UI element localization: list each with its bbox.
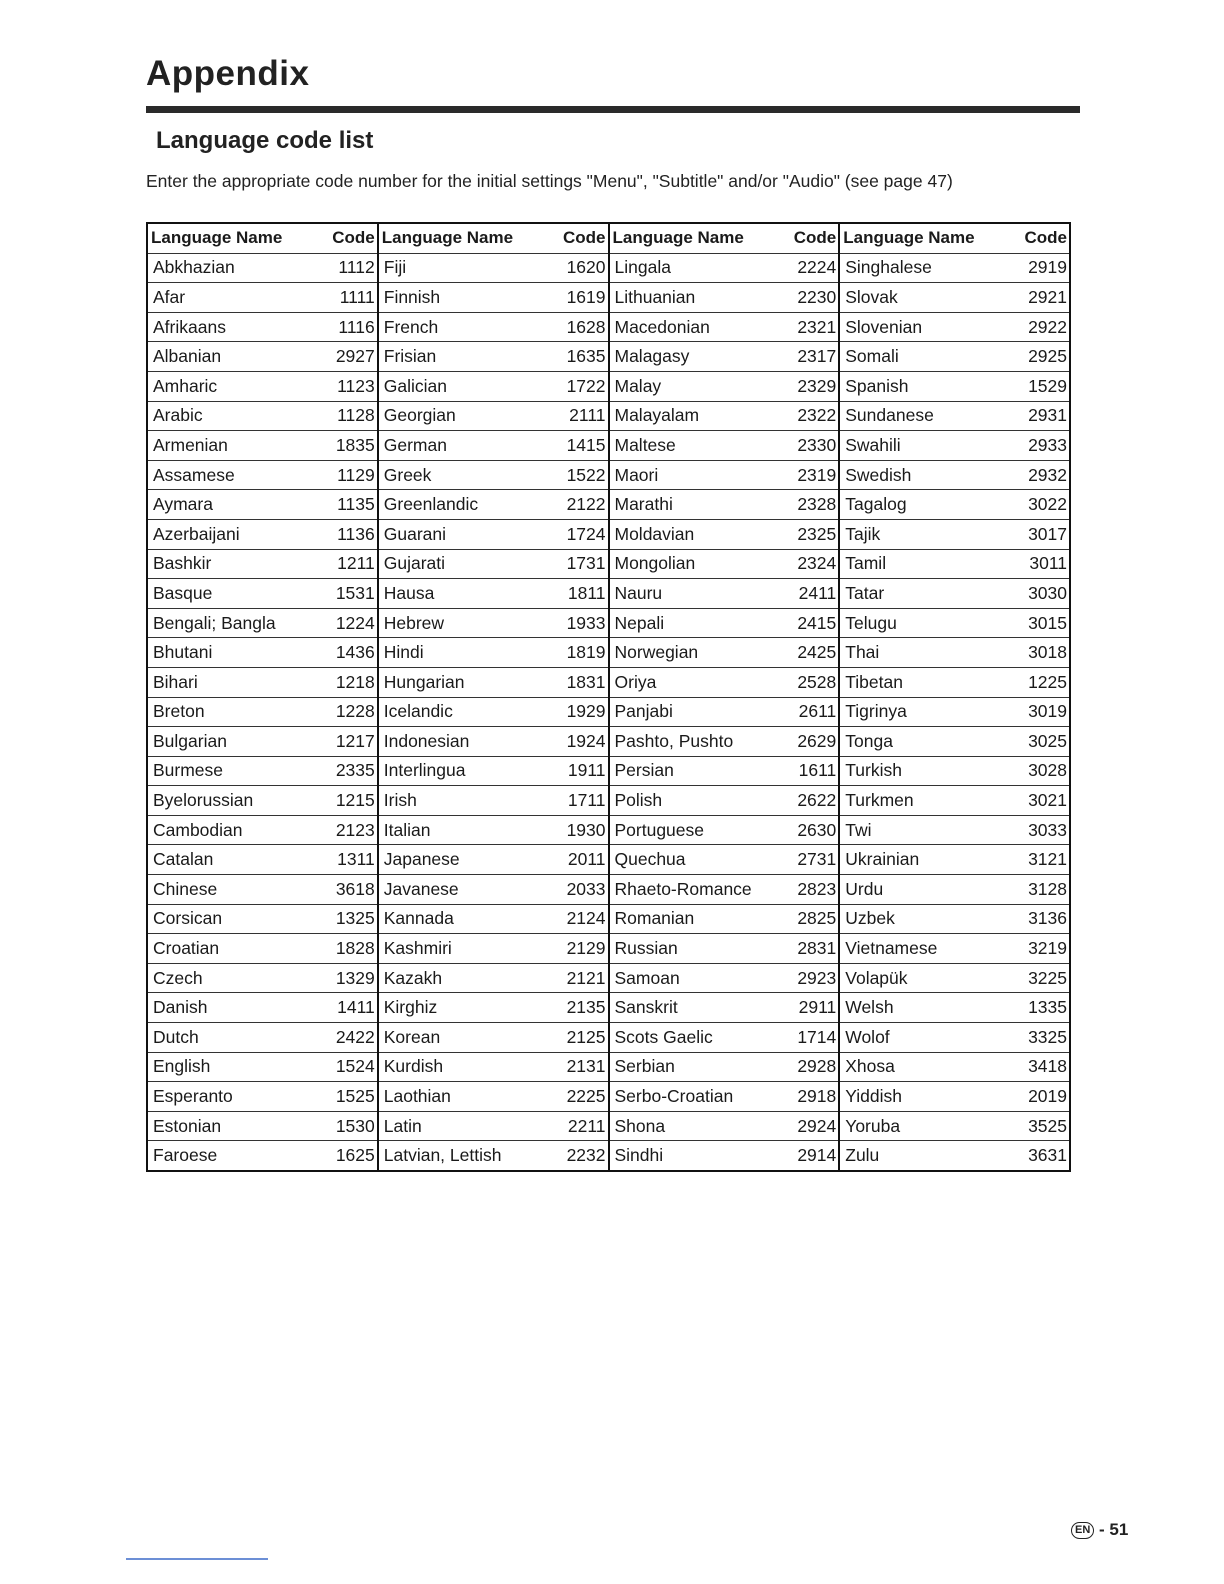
- language-name-cell: Hindi: [378, 638, 551, 668]
- page-number-text: - 51: [1099, 1520, 1129, 1539]
- language-name-cell: Turkmen: [839, 786, 1012, 816]
- language-code-cell: 3019: [1012, 697, 1070, 727]
- language-name-cell: Greek: [378, 460, 551, 490]
- language-code-cell: 1335: [1012, 993, 1070, 1023]
- header-language-name: Language Name: [609, 223, 782, 253]
- language-name-cell: Polish: [609, 786, 782, 816]
- language-name-cell: Moldavian: [609, 519, 782, 549]
- language-code-cell: 3525: [1012, 1111, 1070, 1141]
- language-code-cell: 1819: [551, 638, 609, 668]
- language-code-cell: 1136: [320, 519, 378, 549]
- language-name-cell: Danish: [147, 993, 320, 1023]
- language-name-cell: Sundanese: [839, 401, 1012, 431]
- language-code-cell: 3128: [1012, 875, 1070, 905]
- language-name-cell: Aymara: [147, 490, 320, 520]
- language-name-cell: Indonesian: [378, 727, 551, 757]
- section-heading: Language code list: [156, 127, 374, 154]
- language-code-cell: 1835: [320, 431, 378, 461]
- language-code-cell: 1828: [320, 934, 378, 964]
- language-code-cell: 1714: [782, 1023, 840, 1053]
- language-name-cell: Italian: [378, 815, 551, 845]
- language-name-cell: Fiji: [378, 253, 551, 283]
- language-name-cell: Nepali: [609, 608, 782, 638]
- language-name-cell: Armenian: [147, 431, 320, 461]
- language-code-cell: 1930: [551, 815, 609, 845]
- table-row: [147, 875, 1070, 905]
- language-name-cell: Afar: [147, 283, 320, 313]
- table-row: [147, 1141, 1070, 1171]
- language-code-cell: 2919: [1012, 253, 1070, 283]
- table-row: [147, 342, 1070, 372]
- language-code-cell: 2622: [782, 786, 840, 816]
- language-name-cell: Galician: [378, 371, 551, 401]
- language-name-cell: Greenlandic: [378, 490, 551, 520]
- language-code-cell: 1329: [320, 963, 378, 993]
- language-code-cell: 2011: [551, 845, 609, 875]
- language-code-cell: 2914: [782, 1141, 840, 1171]
- language-code-cell: 2125: [551, 1023, 609, 1053]
- language-code-cell: 1933: [551, 608, 609, 638]
- language-code-cell: 1530: [320, 1111, 378, 1141]
- language-code-cell: 2335: [320, 756, 378, 786]
- language-code-cell: 2131: [551, 1052, 609, 1082]
- language-name-cell: Ukrainian: [839, 845, 1012, 875]
- language-name-cell: Basque: [147, 579, 320, 609]
- table-row: [147, 460, 1070, 490]
- language-code-cell: 1116: [320, 312, 378, 342]
- language-code-cell: 2932: [1012, 460, 1070, 490]
- table-row: [147, 638, 1070, 668]
- language-name-cell: English: [147, 1052, 320, 1082]
- language-name-cell: Bhutani: [147, 638, 320, 668]
- language-code-cell: 2924: [782, 1111, 840, 1141]
- table-header-row: [147, 223, 1070, 253]
- page-title: Appendix: [146, 54, 310, 93]
- language-name-cell: Swedish: [839, 460, 1012, 490]
- language-code-cell: 2425: [782, 638, 840, 668]
- language-code-cell: 1415: [551, 431, 609, 461]
- language-code-cell: 1724: [551, 519, 609, 549]
- language-code-cell: 3418: [1012, 1052, 1070, 1082]
- language-name-cell: Malayalam: [609, 401, 782, 431]
- language-code-cell: 1620: [551, 253, 609, 283]
- table-row: [147, 667, 1070, 697]
- language-name-cell: Pashto, Pushto: [609, 727, 782, 757]
- language-name-cell: Wolof: [839, 1023, 1012, 1053]
- language-code-cell: 1217: [320, 727, 378, 757]
- language-name-cell: Tigrinya: [839, 697, 1012, 727]
- table-row: [147, 431, 1070, 461]
- language-code-cell: 1111: [320, 283, 378, 313]
- language-code-cell: 2324: [782, 549, 840, 579]
- language-code-cell: 2124: [551, 904, 609, 934]
- language-code-cell: 2111: [551, 401, 609, 431]
- language-name-cell: Bulgarian: [147, 727, 320, 757]
- title-divider: [146, 106, 1080, 113]
- language-code-cell: 2328: [782, 490, 840, 520]
- language-name-cell: Chinese: [147, 875, 320, 905]
- language-code-cell: 3225: [1012, 963, 1070, 993]
- language-code-cell: 2411: [782, 579, 840, 609]
- table-row: [147, 1082, 1070, 1112]
- bottom-divider: [126, 1558, 268, 1560]
- language-name-cell: Tonga: [839, 727, 1012, 757]
- language-name-cell: Oriya: [609, 667, 782, 697]
- language-code-cell: 2629: [782, 727, 840, 757]
- language-code-cell: 2224: [782, 253, 840, 283]
- language-code-cell: 1731: [551, 549, 609, 579]
- language-code-cell: 2925: [1012, 342, 1070, 372]
- language-name-cell: Hebrew: [378, 608, 551, 638]
- language-name-cell: Singhalese: [839, 253, 1012, 283]
- language-name-cell: Faroese: [147, 1141, 320, 1171]
- language-code-cell: 1711: [551, 786, 609, 816]
- language-code-cell: 3325: [1012, 1023, 1070, 1053]
- language-code-cell: 1135: [320, 490, 378, 520]
- language-name-cell: Uzbek: [839, 904, 1012, 934]
- language-name-cell: Malay: [609, 371, 782, 401]
- language-code-cell: 2033: [551, 875, 609, 905]
- table-row: [147, 786, 1070, 816]
- table-row: [147, 519, 1070, 549]
- language-name-cell: Twi: [839, 815, 1012, 845]
- language-code-cell: 2630: [782, 815, 840, 845]
- language-code-cell: 2225: [551, 1082, 609, 1112]
- table-row: [147, 579, 1070, 609]
- header-language-name: Language Name: [378, 223, 551, 253]
- language-code-cell: 1224: [320, 608, 378, 638]
- language-code-cell: 1123: [320, 371, 378, 401]
- language-code-cell: 1225: [1012, 667, 1070, 697]
- language-code-cell: 3121: [1012, 845, 1070, 875]
- language-name-cell: Serbian: [609, 1052, 782, 1082]
- language-name-cell: Shona: [609, 1111, 782, 1141]
- language-name-cell: Catalan: [147, 845, 320, 875]
- table-row: [147, 1111, 1070, 1141]
- language-code-cell: 3015: [1012, 608, 1070, 638]
- language-code-cell: 2911: [782, 993, 840, 1023]
- language-name-cell: Bengali; Bangla: [147, 608, 320, 638]
- language-name-cell: Cambodian: [147, 815, 320, 845]
- language-code-cell: 1128: [320, 401, 378, 431]
- language-name-cell: Breton: [147, 697, 320, 727]
- language-code-cell: 1112: [320, 253, 378, 283]
- language-code-cell: 2422: [320, 1023, 378, 1053]
- language-name-cell: Assamese: [147, 460, 320, 490]
- language-name-cell: Spanish: [839, 371, 1012, 401]
- language-code-cell: 2921: [1012, 283, 1070, 313]
- language-code-cell: 3033: [1012, 815, 1070, 845]
- language-code-cell: 2931: [1012, 401, 1070, 431]
- language-code-cell: 1619: [551, 283, 609, 313]
- language-name-cell: Norwegian: [609, 638, 782, 668]
- language-code-cell: 3219: [1012, 934, 1070, 964]
- language-code-cell: 1811: [551, 579, 609, 609]
- language-code-cell: 2823: [782, 875, 840, 905]
- language-name-cell: Marathi: [609, 490, 782, 520]
- language-code-table: [146, 222, 1071, 1172]
- language-name-cell: Gujarati: [378, 549, 551, 579]
- language-name-cell: Tamil: [839, 549, 1012, 579]
- language-name-cell: Maltese: [609, 431, 782, 461]
- language-name-cell: Tajik: [839, 519, 1012, 549]
- table-row: [147, 283, 1070, 313]
- language-code-cell: 2232: [551, 1141, 609, 1171]
- language-code-cell: 2528: [782, 667, 840, 697]
- language-code-cell: 2325: [782, 519, 840, 549]
- language-name-cell: Swahili: [839, 431, 1012, 461]
- language-name-cell: Azerbaijani: [147, 519, 320, 549]
- language-code-cell: 1525: [320, 1082, 378, 1112]
- language-code-cell: 2923: [782, 963, 840, 993]
- language-code-cell: 3017: [1012, 519, 1070, 549]
- table-row: [147, 815, 1070, 845]
- language-code-cell: 3021: [1012, 786, 1070, 816]
- language-name-cell: Portuguese: [609, 815, 782, 845]
- language-name-cell: Rhaeto-Romance: [609, 875, 782, 905]
- language-name-cell: Slovenian: [839, 312, 1012, 342]
- language-name-cell: Kurdish: [378, 1052, 551, 1082]
- language-code-cell: 2211: [551, 1111, 609, 1141]
- language-name-cell: Burmese: [147, 756, 320, 786]
- language-name-cell: Icelandic: [378, 697, 551, 727]
- header-code: Code: [320, 223, 378, 253]
- language-code-cell: 1311: [320, 845, 378, 875]
- language-code-cell: 2123: [320, 815, 378, 845]
- table-row: [147, 490, 1070, 520]
- language-name-cell: Urdu: [839, 875, 1012, 905]
- language-name-cell: Samoan: [609, 963, 782, 993]
- table-row: [147, 697, 1070, 727]
- language-name-cell: Latvian, Lettish: [378, 1141, 551, 1171]
- language-code-cell: 2019: [1012, 1082, 1070, 1112]
- language-code-cell: 1411: [320, 993, 378, 1023]
- language-name-cell: Abkhazian: [147, 253, 320, 283]
- language-name-cell: Telugu: [839, 608, 1012, 638]
- language-name-cell: Arabic: [147, 401, 320, 431]
- language-code-cell: 2329: [782, 371, 840, 401]
- language-name-cell: Persian: [609, 756, 782, 786]
- language-code-cell: 2928: [782, 1052, 840, 1082]
- language-code-cell: 1228: [320, 697, 378, 727]
- language-name-cell: Kashmiri: [378, 934, 551, 964]
- language-name-cell: Afrikaans: [147, 312, 320, 342]
- language-name-cell: Bihari: [147, 667, 320, 697]
- language-name-cell: Yoruba: [839, 1111, 1012, 1141]
- language-code-cell: 3011: [1012, 549, 1070, 579]
- table-row: [147, 312, 1070, 342]
- header-code: Code: [782, 223, 840, 253]
- language-code-cell: 2922: [1012, 312, 1070, 342]
- header-code: Code: [551, 223, 609, 253]
- header-language-name: Language Name: [839, 223, 1012, 253]
- page-number: [1071, 1520, 1128, 1540]
- language-name-cell: Zulu: [839, 1141, 1012, 1171]
- language-code-cell: 1625: [320, 1141, 378, 1171]
- language-code-cell: 2918: [782, 1082, 840, 1112]
- table-body: [147, 253, 1070, 1171]
- language-name-cell: Tatar: [839, 579, 1012, 609]
- language-code-cell: 1522: [551, 460, 609, 490]
- language-code-cell: 3028: [1012, 756, 1070, 786]
- language-name-cell: Sanskrit: [609, 993, 782, 1023]
- language-code-cell: 3618: [320, 875, 378, 905]
- language-name-cell: Hungarian: [378, 667, 551, 697]
- language-code-cell: 3022: [1012, 490, 1070, 520]
- table-row: [147, 371, 1070, 401]
- language-code-cell: 2933: [1012, 431, 1070, 461]
- table-row: [147, 904, 1070, 934]
- language-name-cell: Esperanto: [147, 1082, 320, 1112]
- language-code-cell: 2121: [551, 963, 609, 993]
- language-code-cell: 2831: [782, 934, 840, 964]
- language-name-cell: Irish: [378, 786, 551, 816]
- language-name-cell: French: [378, 312, 551, 342]
- language-code-cell: 1722: [551, 371, 609, 401]
- language-name-cell: Amharic: [147, 371, 320, 401]
- language-name-cell: Bashkir: [147, 549, 320, 579]
- language-name-cell: Turkish: [839, 756, 1012, 786]
- header-code: Code: [1012, 223, 1070, 253]
- language-name-cell: Interlingua: [378, 756, 551, 786]
- language-code-cell: 2321: [782, 312, 840, 342]
- language-name-cell: Malagasy: [609, 342, 782, 372]
- language-code-cell: 2230: [782, 283, 840, 313]
- language-name-cell: Lithuanian: [609, 283, 782, 313]
- table-row: [147, 608, 1070, 638]
- language-code-cell: 3030: [1012, 579, 1070, 609]
- language-name-cell: Kannada: [378, 904, 551, 934]
- language-name-cell: Croatian: [147, 934, 320, 964]
- language-name-cell: Yiddish: [839, 1082, 1012, 1112]
- language-name-cell: Georgian: [378, 401, 551, 431]
- table-row: [147, 1052, 1070, 1082]
- table-row: [147, 727, 1070, 757]
- language-code-cell: 1529: [1012, 371, 1070, 401]
- language-name-cell: Russian: [609, 934, 782, 964]
- language-name-cell: Macedonian: [609, 312, 782, 342]
- language-name-cell: Panjabi: [609, 697, 782, 727]
- language-code-cell: 2319: [782, 460, 840, 490]
- language-name-cell: Lingala: [609, 253, 782, 283]
- language-name-cell: Sindhi: [609, 1141, 782, 1171]
- language-code-cell: 3018: [1012, 638, 1070, 668]
- language-code-cell: 2129: [551, 934, 609, 964]
- language-name-cell: Estonian: [147, 1111, 320, 1141]
- language-code-cell: 1215: [320, 786, 378, 816]
- language-code-cell: 1325: [320, 904, 378, 934]
- language-name-cell: Mongolian: [609, 549, 782, 579]
- language-name-cell: Kirghiz: [378, 993, 551, 1023]
- language-code-cell: 3025: [1012, 727, 1070, 757]
- table-row: [147, 401, 1070, 431]
- language-code-cell: 1531: [320, 579, 378, 609]
- language-code-cell: 1129: [320, 460, 378, 490]
- language-name-cell: Quechua: [609, 845, 782, 875]
- language-code-cell: 3631: [1012, 1141, 1070, 1171]
- language-code-cell: 2927: [320, 342, 378, 372]
- language-code-cell: 3136: [1012, 904, 1070, 934]
- language-name-cell: Dutch: [147, 1023, 320, 1053]
- language-code-cell: 1628: [551, 312, 609, 342]
- language-name-cell: Welsh: [839, 993, 1012, 1023]
- language-code-cell: 2122: [551, 490, 609, 520]
- language-name-cell: Korean: [378, 1023, 551, 1053]
- language-code-cell: 2317: [782, 342, 840, 372]
- language-name-cell: Latin: [378, 1111, 551, 1141]
- language-name-cell: Nauru: [609, 579, 782, 609]
- language-code-cell: 2731: [782, 845, 840, 875]
- language-name-cell: Javanese: [378, 875, 551, 905]
- table-row: [147, 756, 1070, 786]
- language-name-cell: Finnish: [378, 283, 551, 313]
- language-name-cell: Volapük: [839, 963, 1012, 993]
- language-name-cell: Thai: [839, 638, 1012, 668]
- language-name-cell: Frisian: [378, 342, 551, 372]
- table-row: [147, 1023, 1070, 1053]
- language-code-cell: 1611: [782, 756, 840, 786]
- language-code-cell: 2135: [551, 993, 609, 1023]
- language-name-cell: Albanian: [147, 342, 320, 372]
- language-name-cell: Laothian: [378, 1082, 551, 1112]
- language-name-cell: Byelorussian: [147, 786, 320, 816]
- language-name-cell: Kazakh: [378, 963, 551, 993]
- language-name-cell: German: [378, 431, 551, 461]
- language-code-cell: 2611: [782, 697, 840, 727]
- language-name-cell: Somali: [839, 342, 1012, 372]
- language-name-cell: Xhosa: [839, 1052, 1012, 1082]
- language-code-cell: 2825: [782, 904, 840, 934]
- table-row: [147, 253, 1070, 283]
- language-name-cell: Romanian: [609, 904, 782, 934]
- language-code-cell: 1436: [320, 638, 378, 668]
- language-name-cell: Maori: [609, 460, 782, 490]
- language-name-cell: Serbo-Croatian: [609, 1082, 782, 1112]
- language-name-cell: Vietnamese: [839, 934, 1012, 964]
- language-name-cell: Hausa: [378, 579, 551, 609]
- language-code-cell: 1211: [320, 549, 378, 579]
- language-name-cell: Tagalog: [839, 490, 1012, 520]
- table-row: [147, 993, 1070, 1023]
- language-code-cell: 1929: [551, 697, 609, 727]
- table-row: [147, 549, 1070, 579]
- language-name-cell: Corsican: [147, 904, 320, 934]
- language-badge: EN: [1071, 1522, 1094, 1539]
- language-name-cell: Slovak: [839, 283, 1012, 313]
- language-code-cell: 1911: [551, 756, 609, 786]
- language-name-cell: Tibetan: [839, 667, 1012, 697]
- intro-text: Enter the appropriate code number for the initial settings "Menu", "Subtitle" and/or "Audio" (see page 47): [146, 171, 953, 191]
- language-name-cell: Scots Gaelic: [609, 1023, 782, 1053]
- table-row: [147, 934, 1070, 964]
- header-language-name: Language Name: [147, 223, 320, 253]
- table-row: [147, 963, 1070, 993]
- language-code-cell: 1831: [551, 667, 609, 697]
- language-code-cell: 1924: [551, 727, 609, 757]
- table-row: [147, 845, 1070, 875]
- language-code-cell: 2322: [782, 401, 840, 431]
- language-name-cell: Guarani: [378, 519, 551, 549]
- language-code-cell: 1524: [320, 1052, 378, 1082]
- language-name-cell: Czech: [147, 963, 320, 993]
- language-code-cell: 1635: [551, 342, 609, 372]
- language-code-cell: 1218: [320, 667, 378, 697]
- language-code-cell: 2415: [782, 608, 840, 638]
- language-name-cell: Japanese: [378, 845, 551, 875]
- language-code-cell: 2330: [782, 431, 840, 461]
